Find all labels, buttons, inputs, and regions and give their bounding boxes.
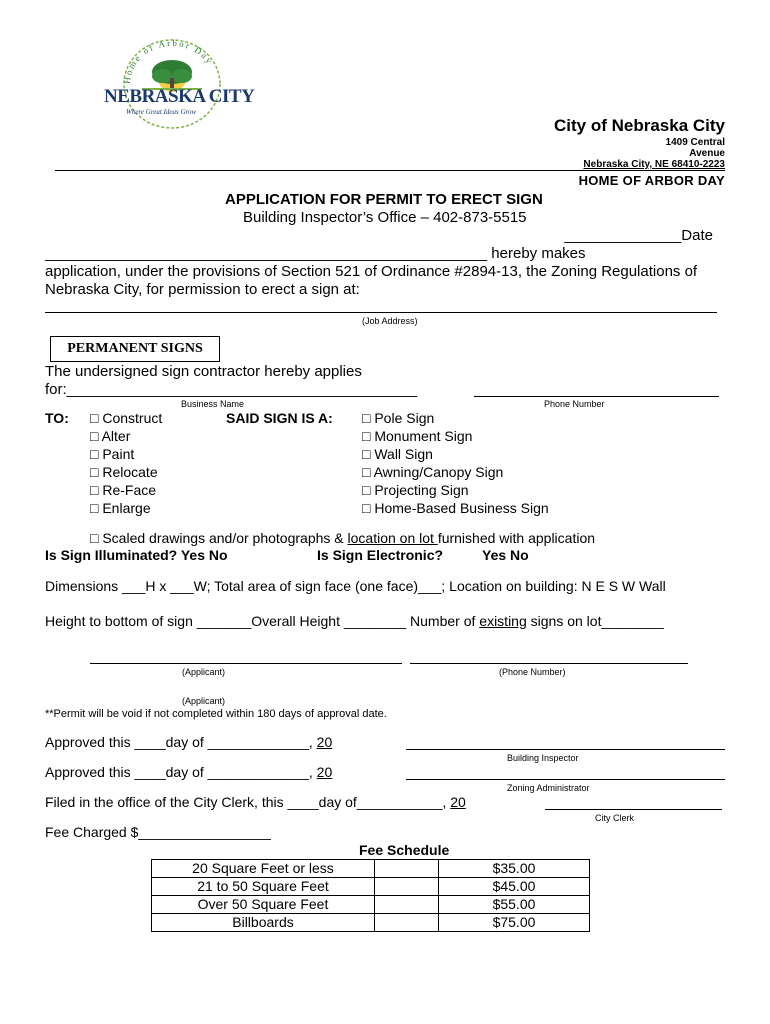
business-name-field[interactable]: for:__________________________________________ xyxy=(45,381,418,398)
scaled-text-post: furnished with application xyxy=(437,530,596,546)
to-option-reface[interactable]: □ Re-Face xyxy=(90,482,157,498)
fee-amount: $45.00 xyxy=(439,878,590,896)
fee-spacer xyxy=(375,878,439,896)
sign-type-awning[interactable]: □ Awning/Canopy Sign xyxy=(362,464,504,480)
permanent-signs-heading xyxy=(50,336,220,362)
city-clerk-label: City Clerk xyxy=(595,813,635,823)
application-text-2: Nebraska City, for permission to erect a sign at: xyxy=(45,281,360,298)
tree-emblem-icon xyxy=(102,38,242,130)
to-label: TO: xyxy=(45,410,69,426)
fee-desc: 21 to 50 Square Feet xyxy=(152,878,375,896)
contractor-text: The undersigned sign contractor hereby applies xyxy=(45,363,362,380)
illuminated-question[interactable]: Is Sign Illuminated? Yes No xyxy=(45,547,228,563)
city-clerk-signature[interactable] xyxy=(545,809,722,810)
scaled-text-underlined: location on lot xyxy=(347,530,438,546)
height-text-pre: Height to bottom of sign _______Overall Height ________ Number of xyxy=(45,613,480,629)
permanent-signs-label: PERMANENT SIGNS xyxy=(67,341,203,356)
job-address-label: (Job Address) xyxy=(362,316,418,326)
to-option-relocate[interactable]: □ Relocate xyxy=(90,464,158,480)
height-text-underlined: existing xyxy=(479,613,527,629)
logo-name: NEBRASKA CITY xyxy=(104,86,255,107)
address-line-1: 1409 Central xyxy=(665,137,725,148)
city-logo xyxy=(102,38,255,130)
fee-spacer xyxy=(375,860,439,878)
logo-arc-text: Home of Arbor Day xyxy=(121,38,216,85)
home-of-arbor-day: HOME OF ARBOR DAY xyxy=(578,173,725,188)
scaled-text-pre: □ Scaled drawings and/or photographs & xyxy=(90,530,348,546)
table-row xyxy=(152,878,590,896)
applicant-phone-line[interactable] xyxy=(410,663,688,664)
address-line-3: Nebraska City, NE 68410-2223 xyxy=(583,159,725,170)
applicant-label: (Applicant) xyxy=(182,667,226,677)
applicant-signature-line[interactable] xyxy=(90,663,402,664)
phone-number-label: Phone Number xyxy=(544,399,605,409)
approved-text-1: Approved this ____day of _____________, xyxy=(45,734,317,750)
filed-text: Filed in the office of the City Clerk, this ____day of___________, xyxy=(45,794,451,810)
city-name: City of Nebraska City xyxy=(554,116,725,135)
sign-type-monument[interactable]: □ Monument Sign xyxy=(362,428,473,444)
filed-year: 20 xyxy=(450,794,466,810)
fee-desc: Over 50 Square Feet xyxy=(152,896,375,914)
filed-line[interactable] xyxy=(45,794,466,810)
fee-schedule-title: Fee Schedule xyxy=(359,842,450,858)
approved-text-2: Approved this ____day of _____________, xyxy=(45,764,317,780)
to-option-alter[interactable]: □ Alter xyxy=(90,428,131,444)
applicant-label-2: (Applicant) xyxy=(182,696,226,706)
sign-type-pole[interactable]: □ Pole Sign xyxy=(362,410,435,426)
business-name-label: Business Name xyxy=(181,399,245,409)
to-option-construct[interactable]: □ Construct xyxy=(90,410,163,426)
fee-desc: 20 Square Feet or less xyxy=(152,860,375,878)
electronic-yes-no[interactable]: Yes No xyxy=(482,547,529,563)
form-subtitle: Building Inspector’s Office – 402-873-5515 xyxy=(243,209,527,226)
application-text-1: application, under the provisions of Section 521 of Ordinance #2894-13, the Zoning Regulations of xyxy=(45,263,698,280)
table-row xyxy=(152,860,590,878)
applicant-name-field[interactable]: _____________________________________________________ hereby makes xyxy=(45,245,586,262)
fee-schedule-table xyxy=(151,859,590,932)
header-rule xyxy=(55,170,725,171)
said-sign-label: SAID SIGN IS A: xyxy=(226,410,333,426)
fee-amount: $75.00 xyxy=(439,914,590,932)
date-field[interactable]: ______________Date xyxy=(564,227,713,244)
to-option-enlarge[interactable]: □ Enlarge xyxy=(90,500,151,516)
sign-type-projecting[interactable]: □ Projecting Sign xyxy=(362,482,469,498)
void-note: **Permit will be void if not completed within 180 days of approval date. xyxy=(45,708,387,720)
scaled-drawings-checkbox[interactable] xyxy=(90,530,595,546)
dimensions-line[interactable]: Dimensions ___H x ___W; Total area of sign face (one face)___; Location on building: N E S W Wall xyxy=(45,578,666,594)
fee-amount: $55.00 xyxy=(439,896,590,914)
fee-spacer xyxy=(375,896,439,914)
form-title: APPLICATION FOR PERMIT TO ERECT SIGN xyxy=(225,191,543,208)
approved-zoning-line[interactable] xyxy=(45,764,332,780)
table-row xyxy=(152,914,590,932)
fee-desc: Billboards xyxy=(152,914,375,932)
height-text-post: signs on lot________ xyxy=(526,613,664,629)
approved-inspector-line[interactable] xyxy=(45,734,332,750)
electronic-question: Is Sign Electronic? xyxy=(317,547,444,563)
phone-number-field[interactable] xyxy=(474,396,719,397)
building-inspector-signature[interactable] xyxy=(406,749,725,750)
height-line[interactable] xyxy=(45,613,664,629)
to-option-paint[interactable]: □ Paint xyxy=(90,446,135,462)
sign-type-wall[interactable]: □ Wall Sign xyxy=(362,446,433,462)
approved-year-2: 20 xyxy=(316,764,333,780)
table-row xyxy=(152,896,590,914)
job-address-field[interactable] xyxy=(45,312,717,313)
zoning-admin-label: Zoning Administrator xyxy=(507,783,590,793)
applicant-phone-label: (Phone Number) xyxy=(499,667,566,677)
address-line-2: Avenue xyxy=(689,148,725,159)
building-inspector-label: Building Inspector xyxy=(507,753,579,763)
sign-type-home-based[interactable]: □ Home-Based Business Sign xyxy=(362,500,549,516)
fee-amount: $35.00 xyxy=(439,860,590,878)
zoning-admin-signature[interactable] xyxy=(406,779,725,780)
fee-charged-field[interactable]: Fee Charged $_________________ xyxy=(45,824,271,840)
logo-tagline: Where Great Ideas Grow xyxy=(126,108,197,116)
fee-spacer xyxy=(375,914,439,932)
approved-year-1: 20 xyxy=(316,734,333,750)
